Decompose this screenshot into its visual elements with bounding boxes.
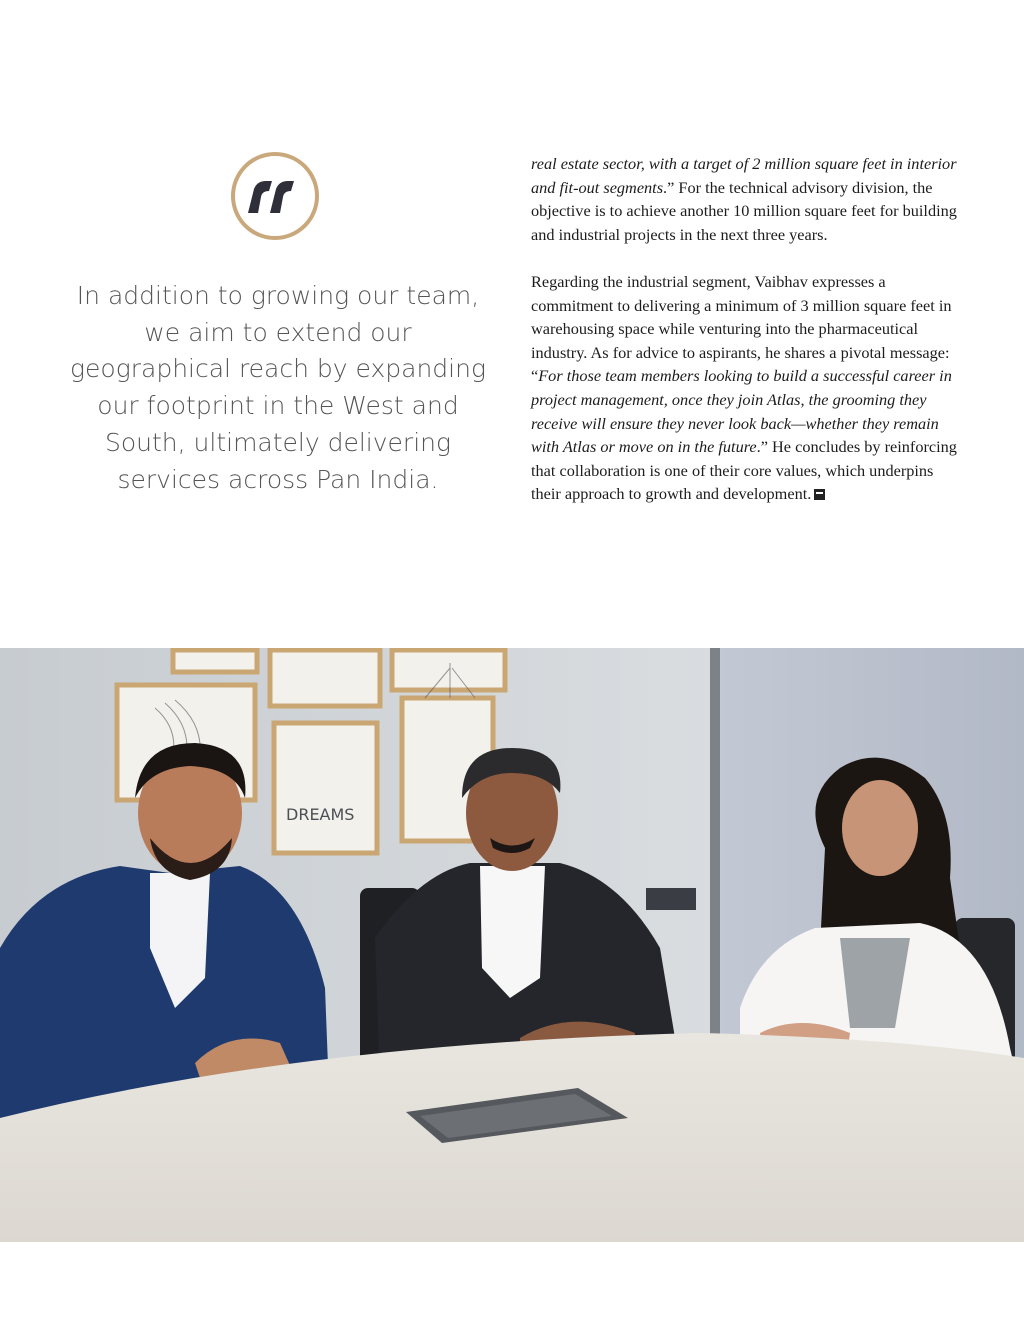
article-body [531,152,967,530]
double-quote-icon [231,152,319,240]
paragraph-text: Regarding the industrial segment, Vaibhav expresses a commitment to delivering a minimum of 3 million square feet in warehousing space while venturing into the pharmaceutical industry. As for advice to aspirants, he shares a pivotal message: “ [531,271,952,386]
quote-glyph [246,179,304,213]
article-paragraph-1 [531,152,967,246]
end-of-article-icon [814,489,825,500]
italic-quote: For those team members looking to build a successful career in project management, once they join Atlas, the grooming they receive will ensure they never look back—whether they remain with Atlas or move on in the future [531,366,952,457]
team-photo [0,648,1024,1242]
italic-quote: real estate sector, with a target of 2 million square feet in interior and fit-out segments [531,154,957,197]
paragraph-text: .” For the technical advisory division, the objective is to achieve another 10 million square feet for building and industrial projects in the next three years. [531,177,957,244]
article-paragraph-2 [531,270,967,506]
frame-text: DREAMS [286,805,355,824]
paragraph-text: .” He concludes by reinforcing that collaboration is one of their core values, which underpins their approach to growth and development. [531,437,957,504]
pull-quote: In addition to growing our team, we aim to extend our geographical reach by expanding our footprint in the West and South, ultimately delivering services across Pan India. [70,281,486,494]
